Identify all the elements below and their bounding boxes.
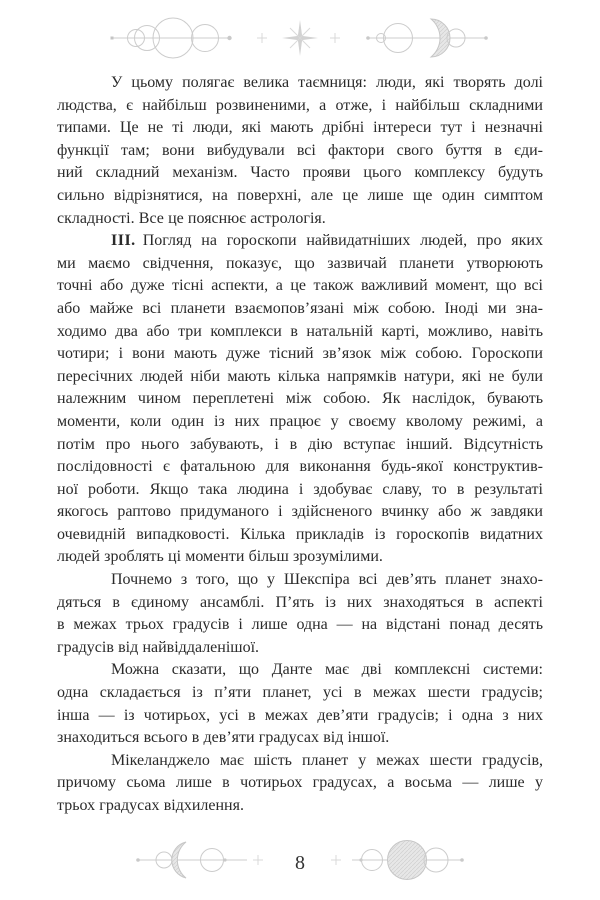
text-line: ходимо два або три комплекси в натальній карті, можливо, навіть [57,322,543,340]
text-line: потім про нього забувають, і в дію вступає інший. Відсутність [57,435,543,453]
paragraph [57,72,543,230]
paragraph [57,230,543,569]
text-line: моменти, коли один із них працює у своєму кволому режимі, а [57,412,543,430]
text-line: У цьому полягає велика таємниця: люди, які творять долі [111,74,543,91]
text-line: ми маємо свідчення, показує, що зазвичай планети утворюють [57,254,543,272]
text-line: причому сьома лише в чотирьох градусах, а восьма — лише у [57,774,543,792]
text-line-body: Погляд на гороскопи найвидатніших людей, про яких [142,232,543,250]
header-ornament [0,8,600,68]
paragraph [57,750,543,818]
text-line: чотири; і вони мають дуже тісний зв’язок між собою. Гороскопи [57,345,543,363]
text-line: сильно відрізнятися, на поверхні, але це лише ще один симптом [57,186,543,204]
text-line: складності. Все це пояснює астрологія. [57,209,326,227]
crescent-eclipse-icon [366,19,488,57]
text-line: знаходиться всього в дев’яти градусах від іншої. [57,729,390,747]
text-line: типами. Це не ті люди, які мають дрібні інтереси тут і незначні [57,119,543,137]
plus-icon [257,33,267,43]
text-line: очевидній випадковості. Кілька прикладів із гороскопів видатних [57,525,543,543]
text-line: ної роботи. Якщо така людина і здобуває славу, то в результаті [57,480,543,498]
page-number: 8 [295,852,305,874]
text-line: пересічних людей ніби мають кілька напрямків натури, які не були [57,367,543,385]
text-line: одна складається із п’яти планет, усі в межах шести градусів; [57,684,543,702]
text-line: Почнемо з того, що у Шекспіра всі дев’ять планет знахо- [111,571,543,589]
paragraph [57,569,543,659]
text-line: інша — із чотирьох, усі в межах дев’яти градусів; і одна з них [57,706,543,724]
text-line: Можна сказати, що Данте має дві комплексні системи: [111,661,543,679]
plus-icon [330,33,340,43]
text-line: ний складний механізм. Часто прояви цього комплексу будуть [57,164,543,182]
text-line: функції там; вони вибудували всі фактори свого буття в єди- [57,141,543,159]
text-line: Мікеланджело має шість планет у межах шести градусів, [111,751,543,769]
text-line: людства, є найбільш розвиненими, а отже, і найбільш складними [57,96,543,114]
text-line: дяться в єдиному ансамблі. П’ять із них знаходяться в аспекті [57,593,543,611]
text-line: градусів від найвіддаленішої. [57,638,260,656]
paragraph-number: III. [111,232,136,250]
moon-phases-icon [111,18,232,58]
text-line [57,230,543,253]
text-line: якогось раптово придуманого і здійсненого вчинку або ж завдяки [57,503,543,521]
text-line: або майже всі планети взаємопов’язані між собою. Іноді ми зна- [57,299,543,317]
text-line: в межах трьох градусів і лише одна — на відстані понад десять [57,616,543,634]
sparkle-star-icon [282,20,318,56]
text-line: людей зроблять ці моменти більш зрозумілими. [57,548,383,566]
paragraph [57,659,543,749]
body-text [57,72,543,818]
text-line: послідовності є фатальною для виконання будь-якої конструктив- [57,458,543,476]
text-line: трьох градусах відхилення. [57,797,244,814]
text-line: належним чином переплетені між собою. Як наслідок, бувають [57,390,543,408]
text-line: точні або дуже тісні аспекти, а це також важливий момент, що всі [57,277,543,295]
